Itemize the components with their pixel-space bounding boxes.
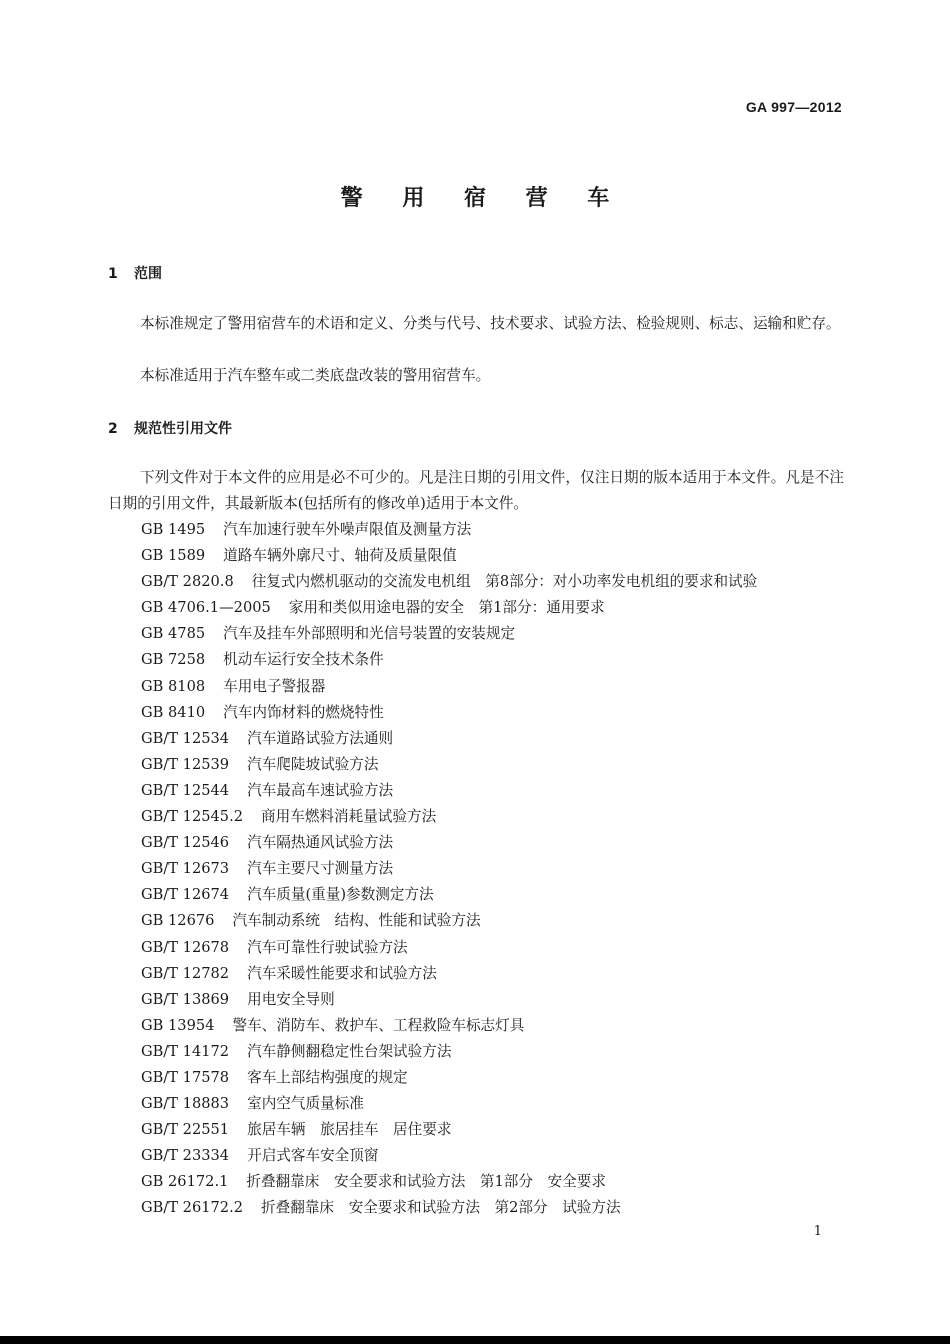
reference-code: GB 26172.1 (141, 1173, 229, 1191)
reference-item (141, 1169, 757, 1195)
reference-item (141, 856, 757, 882)
reference-item (141, 1195, 757, 1221)
reference-item (141, 908, 757, 934)
reference-code: GB/T 12673 (141, 860, 230, 878)
standard-code: GA 997—2012 (745, 99, 842, 115)
reference-title: 汽车制动系统 结构、性能和试验方法 (232, 912, 481, 930)
reference-item (141, 726, 757, 752)
reference-item (141, 1091, 757, 1117)
reference-item (141, 961, 757, 987)
scope-paragraph-1: 本标准规定了警用宿营车的术语和定义、分类与代号、技术要求、试验方法、检验规则、标志、运输和贮存。 (140, 315, 841, 332)
normative-references-list (141, 517, 757, 1222)
reference-code: GB/T 23334 (141, 1147, 230, 1165)
reference-code: GB 8108 (141, 677, 206, 695)
reference-item (141, 1013, 757, 1039)
reference-item (141, 569, 757, 595)
reference-title: 汽车最高车速试验方法 (247, 781, 394, 799)
reference-code: GB/T 12678 (141, 938, 230, 956)
reference-code: GB 4785 (141, 625, 206, 643)
reference-code: GB/T 12674 (141, 886, 230, 904)
reference-title: 折叠翻靠床 安全要求和试验方法 第1部分 安全要求 (246, 1173, 606, 1191)
section-2-heading (108, 418, 232, 438)
reference-item (141, 700, 757, 726)
reference-title: 机动车运行安全技术条件 (223, 651, 384, 669)
reference-code: GB 12676 (141, 912, 215, 930)
reference-item (141, 752, 757, 778)
reference-title: 汽车加速行驶车外噪声限值及测量方法 (223, 521, 472, 538)
document-title: 警 用 宿 营 车 (340, 186, 626, 211)
reference-title: 室内空气质量标准 (247, 1095, 364, 1113)
reference-code: GB 4706.1—2005 (141, 599, 271, 617)
reference-title: 车用电子警报器 (223, 677, 326, 695)
page-number: 1 (813, 1224, 822, 1239)
reference-item (141, 935, 757, 961)
reference-item (141, 1117, 757, 1143)
reference-code: GB/T 12545.2 (141, 808, 244, 826)
reference-title: 汽车静侧翻稳定性台架试验方法 (247, 1042, 452, 1060)
reference-title: 汽车内饰材料的燃烧特性 (223, 703, 384, 721)
reference-title: 开启式客车安全顶窗 (247, 1147, 379, 1165)
reference-title: 商用车燃料消耗量试验方法 (261, 808, 437, 826)
reference-title: 警车、消防车、救护车、工程救险车标志灯具 (232, 1016, 525, 1034)
reference-code: GB 13954 (141, 1016, 215, 1034)
reference-code: GB 1495 (141, 521, 206, 538)
reference-code: GB/T 22551 (141, 1121, 230, 1139)
reference-code: GB 8410 (141, 703, 206, 721)
reference-title: 汽车主要尺寸测量方法 (247, 860, 394, 878)
reference-code: GB 1589 (141, 547, 206, 565)
reference-code: GB/T 2820.8 (141, 573, 234, 591)
reference-item (141, 595, 757, 621)
reference-item (141, 517, 757, 543)
reference-code: GB/T 26172.2 (141, 1199, 244, 1217)
reference-title: 汽车隔热通风试验方法 (247, 834, 394, 852)
reference-item (141, 804, 757, 830)
reference-title: 汽车道路试验方法通则 (247, 729, 394, 747)
reference-code: GB/T 18883 (141, 1095, 230, 1113)
reference-title: 折叠翻靠床 安全要求和试验方法 第2部分 试验方法 (261, 1199, 621, 1217)
reference-title: 客车上部结构强度的规定 (247, 1068, 408, 1086)
bottom-scan-border (0, 1336, 950, 1344)
reference-item (141, 1143, 757, 1169)
section-title: 规范性引用文件 (134, 421, 232, 437)
reference-title: 汽车质量(重量)参数测定方法 (247, 886, 434, 904)
reference-item (141, 830, 757, 856)
reference-title: 道路车辆外廓尺寸、轴荷及质量限值 (223, 547, 457, 565)
reference-code: GB/T 17578 (141, 1068, 230, 1086)
section-number: 2 (108, 421, 118, 437)
reference-title: 旅居车辆 旅居挂车 居住要求 (247, 1121, 452, 1139)
reference-title: 汽车采暖性能要求和试验方法 (247, 964, 437, 982)
section-1-heading (108, 263, 162, 283)
reference-item (141, 1039, 757, 1065)
reference-code: GB/T 12546 (141, 834, 230, 852)
reference-title: 用电安全导则 (247, 990, 335, 1008)
reference-item (141, 882, 757, 908)
reference-code: GB 7258 (141, 651, 206, 669)
scope-paragraph-2: 本标准适用于汽车整车或二类底盘改装的警用宿营车。 (140, 367, 491, 384)
reference-item (141, 647, 757, 673)
reference-item (141, 987, 757, 1013)
reference-code: GB/T 12539 (141, 755, 230, 773)
section-title: 范围 (134, 266, 162, 282)
reference-item (141, 674, 757, 700)
reference-code: GB/T 12544 (141, 781, 230, 799)
reference-code: GB/T 12534 (141, 729, 230, 747)
references-intro-paragraph: 下列文件对于本文件的应用是必不可少的。凡是注日期的引用文件，仅注日期的版本适用于本文件。凡是不注日期的引用文件，其最新版本(包括所有的修改单)适用于本文件。 (108, 469, 844, 512)
reference-code: GB/T 12782 (141, 964, 230, 982)
reference-title: 汽车可靠性行驶试验方法 (247, 938, 408, 956)
section-number: 1 (108, 266, 118, 282)
reference-item (141, 778, 757, 804)
reference-title: 汽车及挂车外部照明和光信号装置的安装规定 (223, 625, 516, 643)
reference-item (141, 1065, 757, 1091)
reference-item (141, 543, 757, 569)
reference-code: GB/T 13869 (141, 990, 230, 1008)
reference-title: 家用和类似用途电器的安全 第1部分：通用要求 (288, 599, 605, 617)
reference-title: 往复式内燃机驱动的交流发电机组 第8部分：对小功率发电机组的要求和试验 (251, 573, 758, 591)
reference-title: 汽车爬陡坡试验方法 (247, 755, 379, 773)
reference-item (141, 621, 757, 647)
reference-code: GB/T 14172 (141, 1042, 230, 1060)
